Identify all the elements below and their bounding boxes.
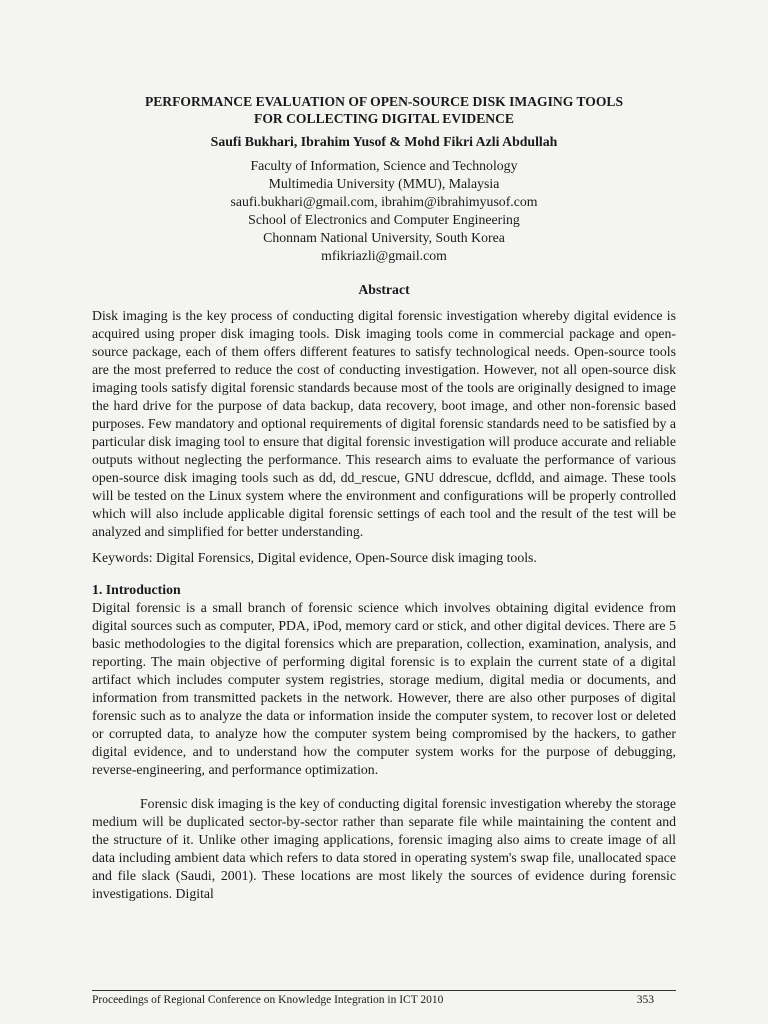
abstract-heading: Abstract xyxy=(358,282,410,297)
affiliation-email: mfikriazli@gmail.com xyxy=(321,248,447,263)
abstract-body: Disk imaging is the key process of conducting digital forensic investigation whereby digital evidence is acquired using proper disk imaging tools. Disk imaging tools come in commercial package and open-source package, each of them offers different features to satisfy technological needs. Open-source tools are the most preferred to reduce the cost of conducting investigation. However, not all open-source disk imaging tools satisfy digital forensic standards because most of the tools are originally designed to image the hard drive for the purpose of data backup, data recovery, boot image, and other non-forensic based purposes. Few mandatory and optional requirements of digital forensic standards need to be satisfied by a particular disk imaging tool to ensure that digital forensic investigation will produce accurate and reliable outputs without neglecting the performance. This research aims to evaluate the performance of various open-source disk imaging tools such as dd, dd_rescue, GNU ddrescue, dcfldd, and aimage. These tools will be tested on the Linux system where the environment and configurations will be properly controlled which will also include applicable digital forensic settings of each tool and the result of the test will be analyzed and simplified for better understanding. xyxy=(92,308,676,539)
affiliation-email: saufi.bukhari@gmail.com, ibrahim@ibrahimyusof.com xyxy=(230,194,538,209)
footer-proceedings: Proceedings of Regional Conference on Knowledge Integration in ICT 2010 xyxy=(92,994,444,1006)
title-line-1: PERFORMANCE EVALUATION OF OPEN-SOURCE DISK IMAGING TOOLS xyxy=(144,94,624,109)
affiliation-line: Faculty of Information, Science and Technology xyxy=(250,158,518,173)
page-footer xyxy=(92,993,676,1007)
intro-paragraph-2: Forensic disk imaging is the key of conducting digital forensic investigation whereby the storage medium will be duplicated sector-by-sector rather than separate file while maintaining the content and the structure of it. Unlike other imaging applications, forensic imaging also aims to create image of all data including ambient data which refers to data stored in operating system's swap file, unallocated space and file slack (Saudi, 2001). These locations are most likely the sources of evidence during forensic investigations. Digital xyxy=(92,796,676,901)
author-list: Saufi Bukhari, Ibrahim Yusof & Mohd Fikri Azli Abdullah xyxy=(210,134,558,149)
keywords: Keywords: Digital Forensics, Digital evidence, Open-Source disk imaging tools. xyxy=(92,550,537,565)
page-content xyxy=(92,93,676,903)
footer-divider xyxy=(92,990,676,991)
affiliations xyxy=(92,157,676,265)
affiliation-line: Multimedia University (MMU), Malaysia xyxy=(268,176,500,191)
title-line-2: FOR COLLECTING DIGITAL EVIDENCE xyxy=(254,111,514,126)
paper-title xyxy=(92,93,676,127)
section-heading-introduction: 1. Introduction xyxy=(92,582,181,597)
page-number: 353 xyxy=(636,994,654,1006)
affiliation-line: School of Electronics and Computer Engineering xyxy=(248,212,520,227)
intro-paragraph-1: Digital forensic is a small branch of forensic science which involves obtaining digital evidence from digital sources such as computer, PDA, iPod, memory card or stick, and other digital devices. There are 5 basic methodologies to the digital forensics which are preparation, collection, examination, analysis, and reporting. The main objective of performing digital forensic is to explain the current state of a digital artifact which includes computer system registries, storage medium, digital media or documents, and information from transmitted packets in the network. However, there are also other purposes of digital forensic such as to analyze the data or information inside the computer system, to recover lost or deleted or corrupted data, to analyze how the computer system being compromised by the hackers, to gather digital evidence, and to understand how the computer system works for the purpose of debugging, reverse-engineering, and performance optimization. xyxy=(92,600,676,777)
affiliation-line: Chonnam National University, South Korea xyxy=(263,230,505,245)
